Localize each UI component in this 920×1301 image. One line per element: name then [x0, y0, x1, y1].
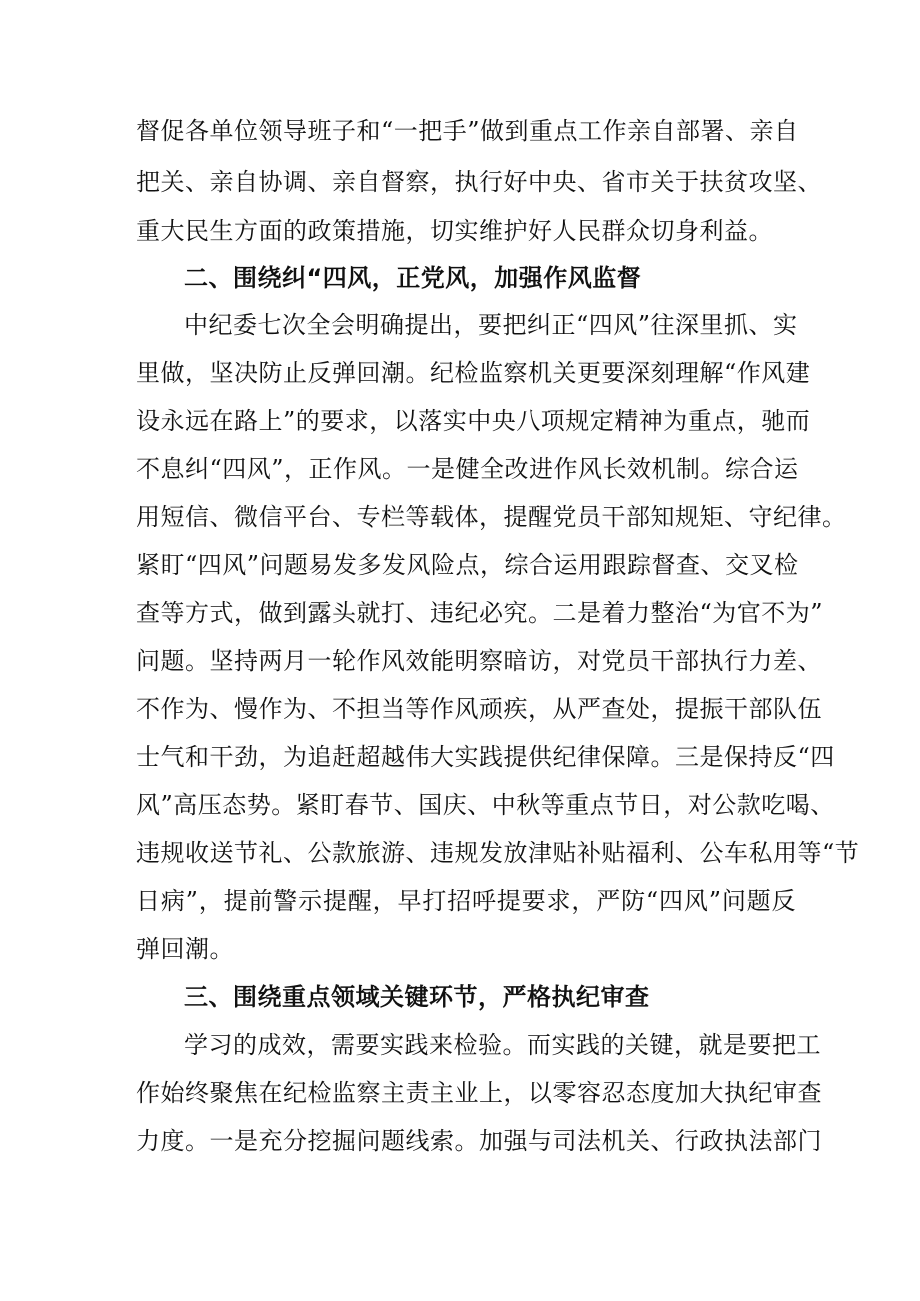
paragraph-line: 用短信、微信平台、专栏等载体，提醒党员干部知规矩、守纪律。: [136, 503, 847, 531]
paragraph-line: 弹回潮。: [136, 935, 234, 963]
paragraph-line: 力度。一是充分挖掘问题线索。加强与司法机关、行政执法部门: [136, 1127, 822, 1155]
paragraph-line: 风”高压态势。紧盯春节、国庆、中秋等重点节日，对公款吃喝、: [136, 791, 835, 819]
paragraph-line: 作始终聚焦在纪检监察主责主业上，以零容忍态度加大执纪审查: [136, 1079, 822, 1107]
paragraph-line: 违规收送节礼、公款旅游、违规发放津贴补贴福利、公车私用等“节: [136, 839, 860, 867]
paragraph-line: 查等方式，做到露头就打、违纪必究。二是着力整治“为官不为”: [136, 599, 824, 627]
paragraph-line: 士气和干劲，为追赶超越伟大实践提供纪律保障。三是保持反“四: [136, 743, 835, 771]
paragraph-line: 学习的成效，需要实践来检验。而实践的关键，就是要把工: [184, 1031, 821, 1059]
paragraph-line: 不息纠“四风”，正作风。一是健全改进作风长效机制。综合运: [136, 455, 799, 483]
paragraph-line: 里做，坚决防止反弹回潮。纪检监察机关更要深刻理解“作风建: [136, 359, 811, 387]
paragraph-line: 中纪委七次全会明确提出，要把纠正“四风”往深里抓、实: [184, 311, 798, 339]
paragraph-line: 紧盯“四风”问题易发多发风险点，综合运用跟踪督查、交叉检: [136, 551, 799, 579]
paragraph-line: 重大民生方面的政策措施，切实维护好人民群众切身利益。: [136, 217, 773, 245]
paragraph-line: 设永远在路上”的要求，以落实中央八项规定精神为重点，驰而: [136, 407, 811, 435]
section-heading-2: 二、围绕纠“四风，正党风，加强作风监督: [184, 264, 642, 292]
section-heading-3: 三、围绕重点领域关键环节，严格执纪审查: [184, 983, 650, 1011]
paragraph-line: 日病”，提前警示提醒，早打招呼提要求，严防“四风”问题反: [136, 887, 796, 915]
paragraph-line: 不作为、慢作为、不担当等作风顽疾，从严查处，提振干部队伍: [136, 695, 822, 723]
paragraph-line: 问题。坚持两月一轮作风效能明察暗访，对党员干部执行力差、: [136, 647, 822, 675]
paragraph-line: 把关、亲自协调、亲自督察，执行好中央、省市关于扶贫攻坚、: [136, 168, 822, 196]
paragraph-line: 督促各单位领导班子和“一把手”做到重点工作亲自部署、亲自: [136, 117, 799, 145]
